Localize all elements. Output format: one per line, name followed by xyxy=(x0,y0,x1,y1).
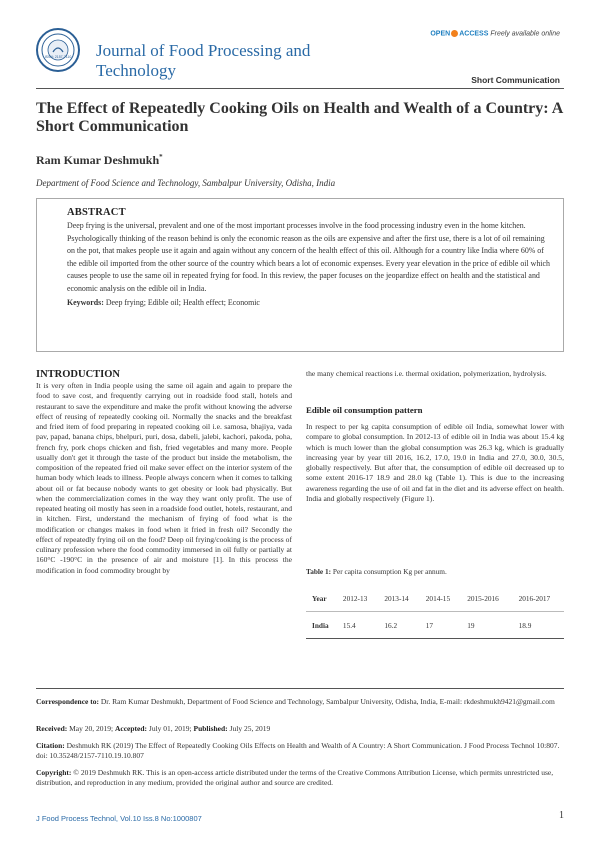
author-affiliation: Department of Food Science and Technology, Sambalpur University, Odisha, India xyxy=(36,178,336,188)
table-cell: 16.2 xyxy=(378,612,419,639)
copyright: Copyright: © 2019 Deshmukh RK. This is an open-access article distributed under the terms of the Creative Commons Attribution License, which permits unrestricted use, distribution, and reproduction in any medium, provided the original author and source are credited. xyxy=(36,768,554,787)
table-cell: India xyxy=(306,612,337,639)
footer-journal-ref: J Food Process Technol, Vol.10 Iss.8 No:1000807 xyxy=(36,814,202,823)
journal-name-line1: Journal of Food Processing and xyxy=(96,41,311,60)
article-category: Short Communication xyxy=(471,75,560,85)
table-header-cell: 2012-13 xyxy=(337,585,378,612)
introduction-heading: INTRODUCTION xyxy=(36,369,121,380)
table-header-row xyxy=(306,585,564,612)
edible-oil-text: In respect to per kg capita consumption of edible oil India, somewhat lower with compare to global consumption. In 2012-13 of edible oil in India was about 15.4 kg which is much lower than the global consumption was 26.3 kg, which is gradually increasing year by year till 2016, 16.2, 17.0, 19.0 in India and 27.0, 30.0, 30.5, globally respectively. But after that, the consumption of edible oil decreased up to some extent 2016-17 18.9 and 28.0 kg (Table 1). This is due to the increasing awareness regarding the use of oil and fat in the diet and its adverse effect on health. India and globally respectively (Figure 1). xyxy=(306,422,564,503)
journal-seal-icon xyxy=(40,32,76,68)
correspondence: Correspondence to: Dr. Ram Kumar Deshmukh, Department of Food Science and Technology, Sambalpur University, Odisha, India, E-mail: rkdeshmukh9421@gmail.com xyxy=(36,697,555,706)
article-title: The Effect of Repeatedly Cooking Oils on Health and Wealth of a Country: A Short Communication xyxy=(36,100,563,135)
dates: Received: May 20, 2019; Accepted: July 01, 2019; Published: July 25, 2019 xyxy=(36,724,271,733)
table-header-cell: 2016-2017 xyxy=(513,585,564,612)
introduction-text: It is very often in India people using the same oil again and again to prepare the food to save cost, and frequently carrying out in roadside food stall, hotels and restaurant to save the expenditure and make the profit without knowing the adverse effect of reusing of repeatedly cooking oil. Normally the snacks and the breakfast and fried item of food preparing in repeated cooking oil i.e. samosa, bhajiya, vada pav, papad, banana chips, bhelpuri, puri, dosa, dabeli, jalebi, kachori, pakoda, poha, french fry, pork chops chicken and fish, fried vegetables and many more. People usually don't get it through the taste of the product but inside the metabolism, the composition of the repeated fried oil make sever effect on the interior system of the human body which leads to illness. People always concern when it comes to talking about oil or fat because nobody wants to get obesity or look bad physically. But when the commercialization comes in the way they want only profit. The use of repeated heating oil mostly has seen in a roadside food outlet, hotels, restaurant, and in kitchen. First, understand the mechanism of frying of food what is the modification or changes makes in food when it fried in fresh oil? Secondly the effect of repeatedly frying oil on the food? Deep oil frying/cooking is the process of culinary profession where the food commodity immersed in oil fully or partially at 160°C -190°C in the presence of air and moisture [1]. In this process the modification in food commodity brought by xyxy=(36,381,293,575)
table-header-cell: Year xyxy=(306,585,337,612)
table-cell: 15.4 xyxy=(337,612,378,639)
open-access-lock-icon xyxy=(451,30,458,37)
abstract-heading: ABSTRACT xyxy=(67,207,126,218)
journal-logo xyxy=(36,28,80,72)
author-name[interactable]: Ram Kumar Deshmukh* xyxy=(36,153,163,167)
table-cell: 19 xyxy=(461,612,512,639)
journal-name-line2: Technology xyxy=(96,61,177,80)
citation: Citation: Deshmukh RK (2019) The Effect of Repeatedly Cooking Oils Effects on Health and Wealth of A Country: A Short Communication. J Food Process Technol 10:807. doi: 10.35248/2157-7110.19.10.807 xyxy=(36,741,560,760)
table-header-cell: 2015-2016 xyxy=(461,585,512,612)
edible-oil-heading: Edible oil consumption pattern xyxy=(306,405,423,415)
open-access-badge: OPEN ACCESS Freely available online xyxy=(430,30,560,38)
table-header-cell: 2014-15 xyxy=(420,585,461,612)
keywords: Keywords: Deep frying; Edible oil; Health effect; Economic xyxy=(67,297,260,307)
page-number: 1 xyxy=(559,810,564,821)
table-cell: 18.9 xyxy=(513,612,564,639)
table-caption: Table 1: Per capita consumption Kg per annum. xyxy=(306,567,447,576)
journal-name[interactable] xyxy=(96,41,356,81)
header-divider xyxy=(36,88,564,89)
consumption-table xyxy=(306,585,564,639)
meta-divider xyxy=(36,688,564,689)
freely-available-text: Freely available online xyxy=(490,30,560,38)
abstract-text: Deep frying is the universal, prevalent and one of the most important processes involve in the food processing industry even in the home kitchen. Psychologically thinking of the reason behind is only the economic reason as the oils are expensive and after the first use, there is a lot of oil remaining on the pot, that makes people use it again and again without any concern of the health effect of this oil. Although for a country like India where 60% of the edible oil imported from the other source of the country which bears a lot of economic expenses. Every year elevation in the price of edible oil which causes people to use the same oil in repeated frying for food. In this review, the paper focuses on the jeopardize effect on health and the statistical and economic analysis on the edible oil in India. xyxy=(67,221,550,293)
table-header-cell: 2013-14 xyxy=(378,585,419,612)
table-cell: 17 xyxy=(420,612,461,639)
introduction-continued: the many chemical reactions i.e. thermal oxidation, polymerization, hydrolysis. xyxy=(306,369,547,378)
svg-text:ISSN: 2157-7110: ISSN: 2157-7110 xyxy=(44,55,72,59)
table-row xyxy=(306,612,564,639)
abstract-box xyxy=(36,198,564,352)
